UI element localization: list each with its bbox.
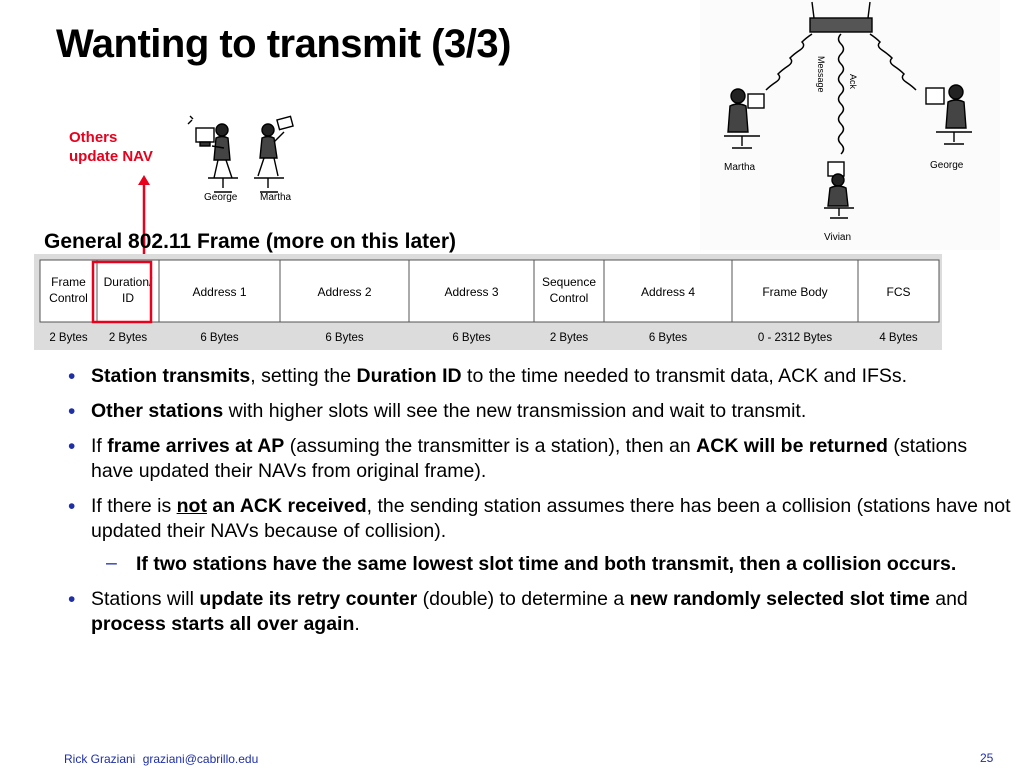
text: (stations have updated their NAVs from original frame). <box>91 435 968 482</box>
frame-field-size: 6 Bytes <box>648 332 688 344</box>
dash-icon: – <box>106 552 117 574</box>
bold-text: an ACK received <box>206 495 367 517</box>
bold-text: Duration ID <box>356 365 462 387</box>
bullet-dot-icon: • <box>68 495 76 518</box>
bold-text: ACK will be returned <box>696 435 888 457</box>
bullet-retry-counter <box>62 587 1012 637</box>
bold-text: new randomly selected slot time <box>629 588 930 610</box>
footer-author-name: Rick Graziani <box>64 752 136 766</box>
footer-email: graziani@cabrillo.edu <box>142 752 259 766</box>
frame-field-label: ID <box>122 291 134 305</box>
frame-field-label: Sequence <box>541 275 597 289</box>
bullet-dot-icon: • <box>68 400 76 423</box>
frame-field-label: Control <box>549 291 589 305</box>
bold-text: Other stations <box>91 400 224 422</box>
stations-illustration <box>182 112 310 210</box>
frame-field-size: 4 Bytes <box>879 332 918 344</box>
frame-field-label: Control <box>49 291 88 305</box>
bullet-other-stations <box>62 399 1012 424</box>
frame-field-label: Address 2 <box>317 285 372 299</box>
frame-field-size: 2 Bytes <box>49 332 88 344</box>
frame-field-size: 6 Bytes <box>325 332 364 344</box>
frame-field-size: 0 - 2312 Bytes <box>757 332 833 344</box>
frame-field-label: Address 4 <box>640 285 696 299</box>
text: and <box>929 588 968 610</box>
text: to the time needed to transmit data, ACK and IFSs. <box>461 365 908 387</box>
label-george: George <box>930 160 964 171</box>
bullet-list <box>62 364 1012 647</box>
nav-note <box>69 128 153 166</box>
label-message: Message <box>816 56 826 93</box>
frame-field-size: 2 Bytes <box>108 332 148 344</box>
text: with higher slots will see the new transmission and wait to transmit. <box>223 400 807 422</box>
frame-field-label: FCS <box>886 285 911 299</box>
frame-field-label: Address 1 <box>192 285 247 299</box>
text: Stations will <box>91 588 200 610</box>
bullet-frame-arrives <box>62 434 1012 484</box>
bold-text: update its retry counter <box>199 588 418 610</box>
underlined-text: not <box>176 495 207 517</box>
bullet-no-ack <box>62 494 1012 544</box>
frame-field-size: 6 Bytes <box>200 332 239 344</box>
bullet-dot-icon: • <box>68 588 76 611</box>
frame-field-size: 2 Bytes <box>549 332 589 344</box>
bullet-dot-icon: • <box>68 365 76 388</box>
bold-text: If two stations have the same lowest slot time and both transmit, then a collision occurs. <box>136 553 957 575</box>
small-label-martha: Martha <box>260 192 292 203</box>
frame-caption: General 802.11 Frame (more on this later) <box>44 230 457 253</box>
page-number: 25 <box>980 751 994 765</box>
text: . <box>354 613 360 635</box>
frame-field-label: Duration/ <box>103 275 153 289</box>
text: , setting the <box>250 365 357 387</box>
text: If there is <box>91 495 177 517</box>
nav-note-line1: Others <box>69 129 118 146</box>
label-martha: Martha <box>724 162 756 173</box>
bullet-dot-icon: • <box>68 435 76 458</box>
bold-text: frame arrives at AP <box>107 435 285 457</box>
text: (assuming the transmitter is a station), then an <box>284 435 697 457</box>
frame-diagram <box>34 254 942 350</box>
slide-title: Wanting to transmit (3/3) <box>56 22 511 66</box>
frame-field-label: Frame Body <box>762 285 828 299</box>
text: (double) to determine a <box>417 588 630 610</box>
frame-field-size: 6 Bytes <box>452 332 491 344</box>
small-label-george: George <box>204 192 238 203</box>
sub-bullet-collision <box>62 552 1012 577</box>
label-vivian: Vivian <box>824 232 852 243</box>
text: If <box>91 435 108 457</box>
text: , the sending station assumes there has been a collision (stations have not updated their NAVs because of collision). <box>91 495 1011 542</box>
bullet-station-transmits <box>62 364 1012 389</box>
label-ack: Ack <box>848 74 858 90</box>
bold-text: process starts all over again <box>91 613 355 635</box>
bold-text: Station transmits <box>91 365 251 387</box>
frame-field-label: Frame <box>51 275 86 289</box>
nav-note-line2: update NAV <box>69 148 153 165</box>
footer-author <box>64 752 262 766</box>
frame-field-label: Address 3 <box>444 285 499 299</box>
network-illustration <box>700 0 1000 250</box>
